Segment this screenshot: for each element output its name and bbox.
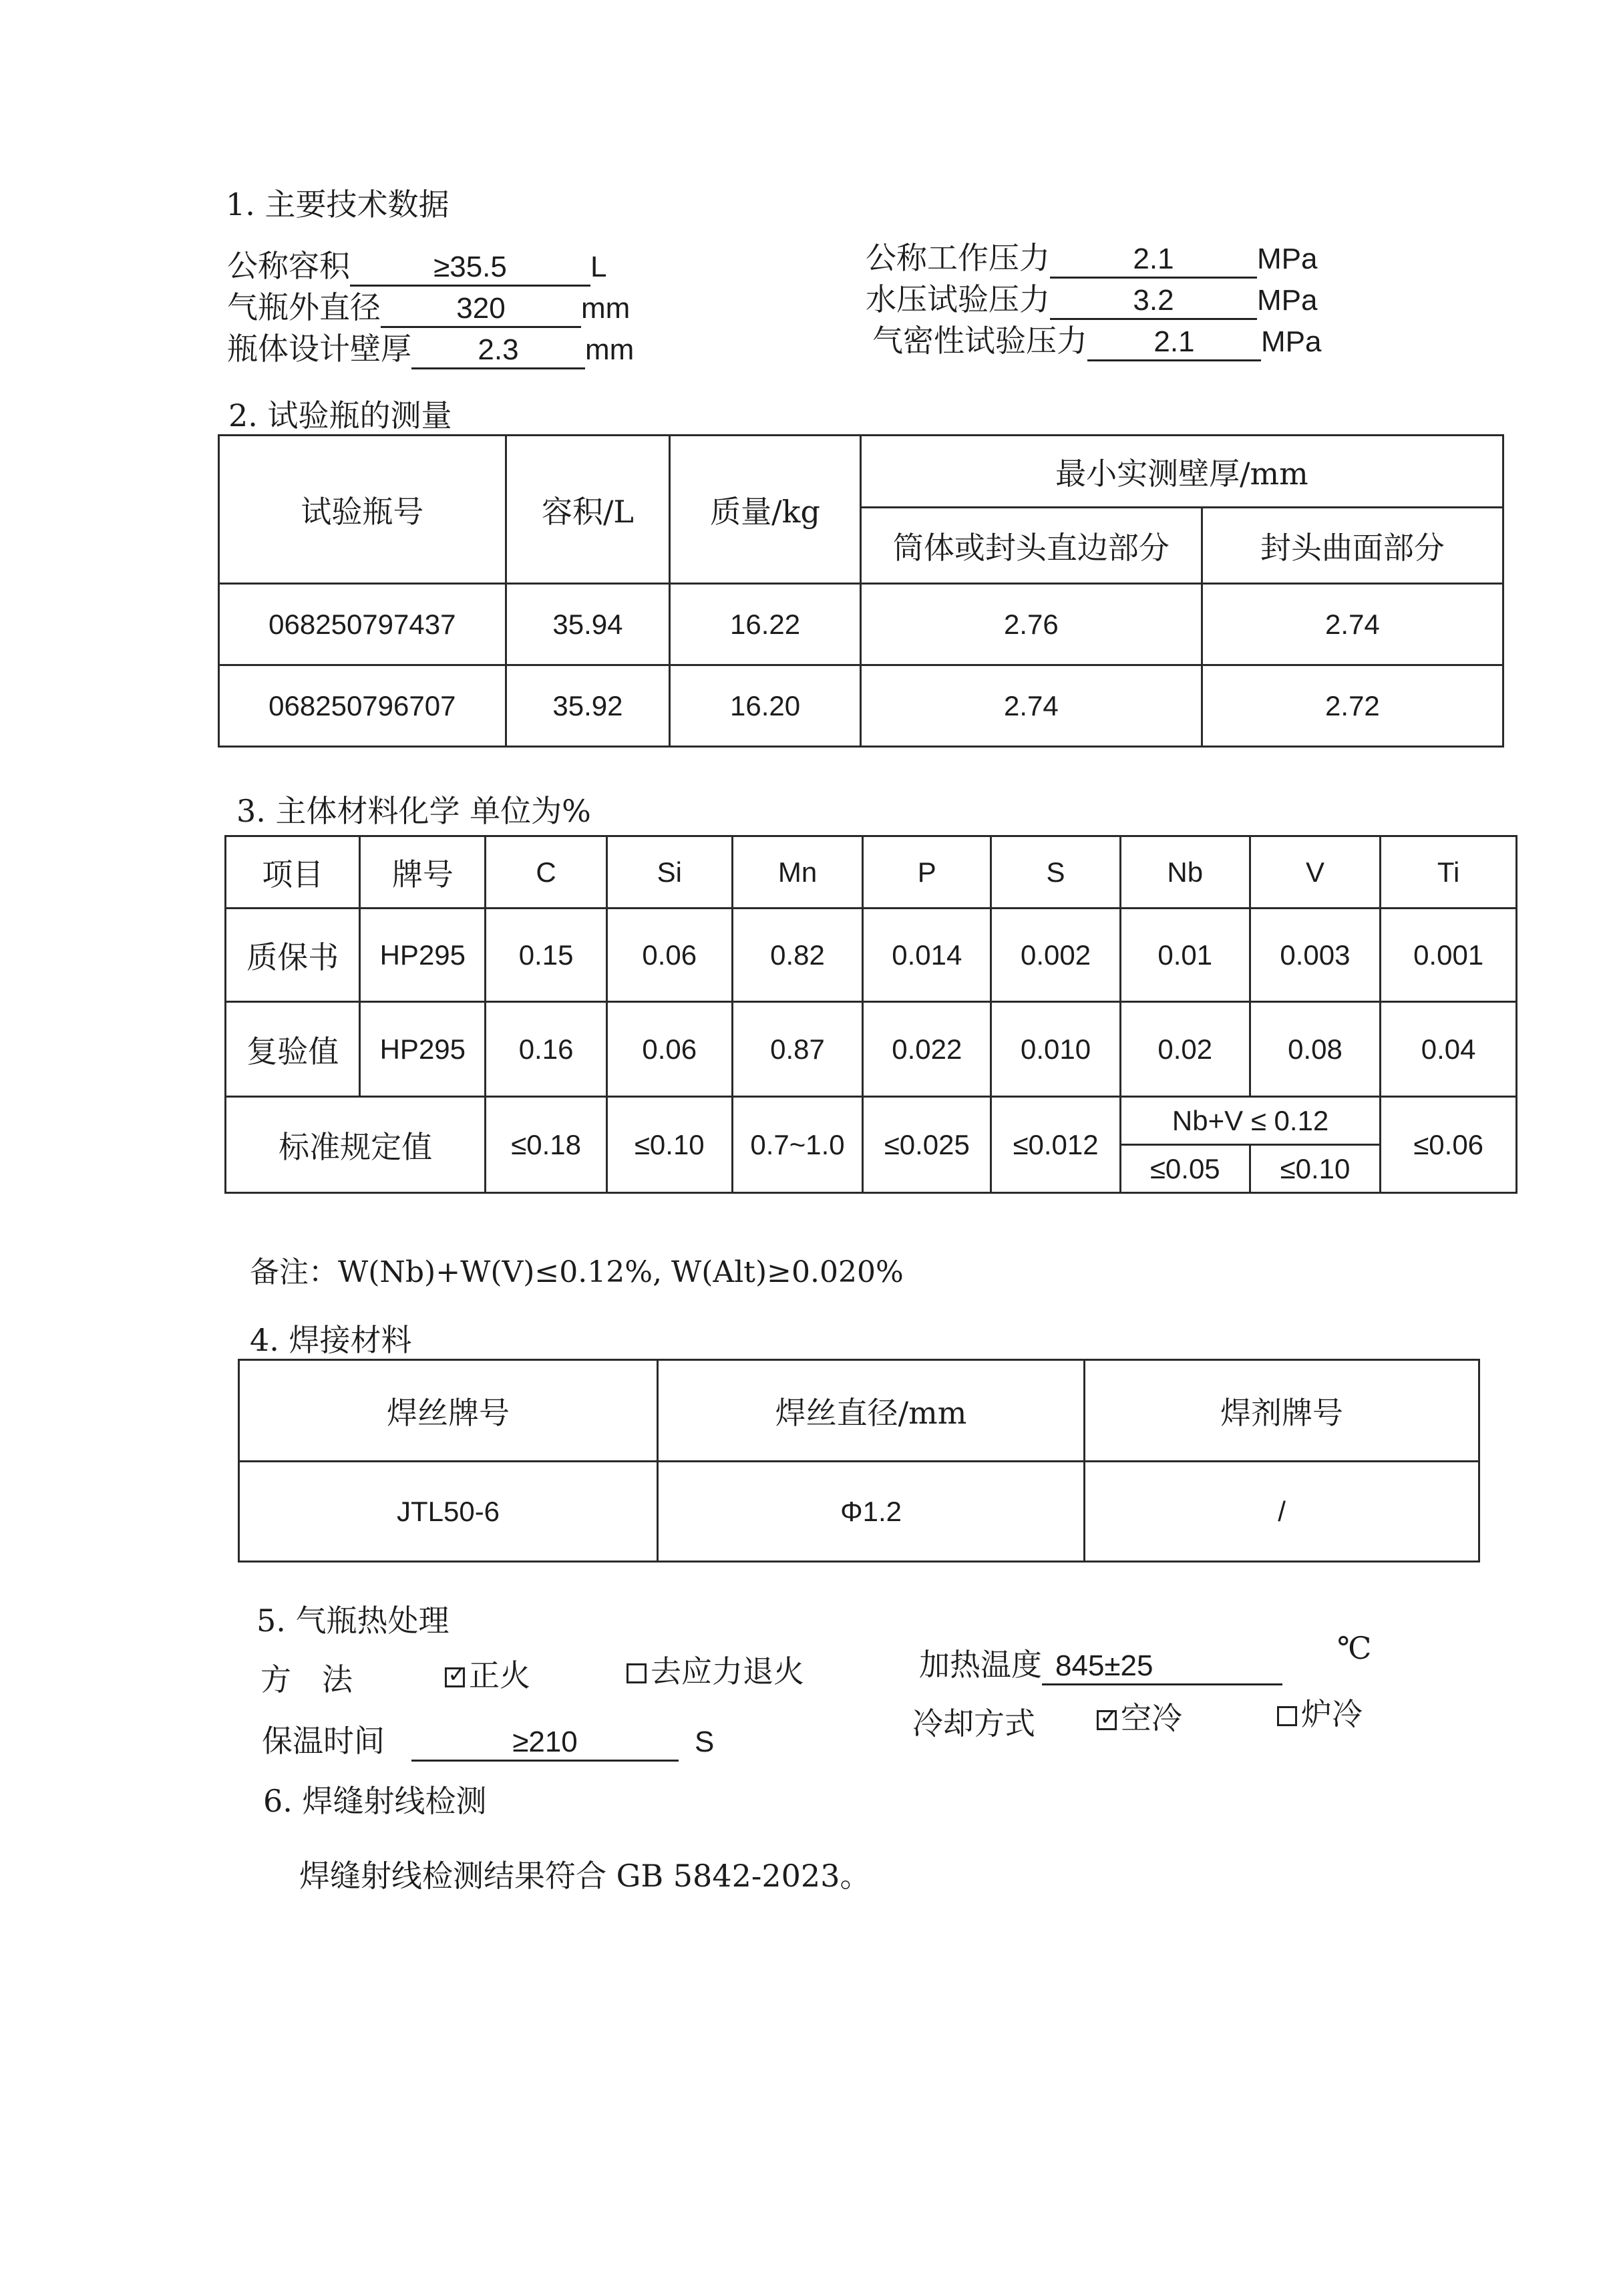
std-s: ≤0.012 xyxy=(991,1097,1121,1193)
section-2-heading: 2. 试验瓶的测量 xyxy=(228,397,452,434)
std-p: ≤0.025 xyxy=(863,1097,991,1193)
wire-diameter: Φ1.2 xyxy=(658,1462,1085,1562)
flux-grade: / xyxy=(1085,1462,1479,1562)
recheck-ti: 0.04 xyxy=(1381,1002,1517,1097)
design-wall-row xyxy=(227,325,634,369)
cert-ti: 0.001 xyxy=(1381,909,1517,1002)
leak-pressure-row xyxy=(872,317,1321,361)
chemistry-table xyxy=(224,835,1517,1194)
option-normalize[interactable] xyxy=(445,1651,530,1695)
design-wall-value: 2.3 xyxy=(411,333,585,369)
recheck-grade: HP295 xyxy=(360,1002,486,1097)
header-c: C xyxy=(486,836,607,909)
bottle-straight-wall: 2.74 xyxy=(860,665,1202,747)
recheck-mn: 0.87 xyxy=(732,1002,863,1097)
recheck-nb: 0.02 xyxy=(1120,1002,1250,1097)
table-row xyxy=(219,584,1503,665)
bottle-straight-wall: 2.76 xyxy=(860,584,1202,665)
table-row xyxy=(226,909,1517,1002)
header-wire-grade: 焊丝牌号 xyxy=(239,1360,658,1462)
option-furnace-cool[interactable] xyxy=(1277,1690,1363,1734)
outer-diameter-row xyxy=(227,283,630,328)
chemistry-note: 备注：W(Nb)+W(V)≤0.12%, W(Alt)≥0.020% xyxy=(250,1255,904,1289)
bottle-curved-wall: 2.72 xyxy=(1202,665,1503,747)
holding-time-value: ≥210 xyxy=(411,1725,679,1762)
bottle-mass: 16.22 xyxy=(670,584,861,665)
header-min-wall: 最小实测壁厚/mm xyxy=(860,436,1503,508)
header-mn: Mn xyxy=(732,836,863,909)
header-volume: 容积/L xyxy=(506,436,670,584)
cert-c: 0.15 xyxy=(486,909,607,1002)
nominal-volume-row xyxy=(227,242,606,287)
section-3-heading: 3. 主体材料化学 单位为% xyxy=(236,793,591,829)
header-mass: 质量/kg xyxy=(670,436,861,584)
heating-temp-label: 加热温度 xyxy=(919,1647,1042,1683)
option-furnace-cool-label: 炉冷 xyxy=(1301,1696,1363,1732)
nominal-volume-unit: L xyxy=(590,251,607,283)
bottle-volume: 35.92 xyxy=(506,665,670,747)
leak-pressure-unit: MPa xyxy=(1261,325,1322,358)
std-mn: 0.7~1.0 xyxy=(732,1097,863,1193)
header-flux-grade: 焊剂牌号 xyxy=(1085,1360,1479,1462)
working-pressure-value: 2.1 xyxy=(1050,242,1257,279)
working-pressure-unit: MPa xyxy=(1257,242,1318,275)
hydro-pressure-value: 3.2 xyxy=(1050,283,1257,320)
cooling-label: 冷却方式 xyxy=(912,1705,1035,1742)
leak-pressure-label: 气密性试验压力 xyxy=(872,323,1087,359)
cert-label: 质保书 xyxy=(226,909,360,1002)
option-air-cool-label: 空冷 xyxy=(1121,1700,1182,1736)
working-pressure-row xyxy=(866,234,1317,279)
cert-mn: 0.82 xyxy=(732,909,863,1002)
heating-temp-unit: ℃ xyxy=(1337,1630,1372,1666)
test-bottle-table xyxy=(218,434,1504,748)
recheck-label: 复验值 xyxy=(226,1002,360,1097)
welding-material-table xyxy=(238,1359,1480,1563)
header-nb: Nb xyxy=(1120,836,1250,909)
option-stress-relief-label: 去应力退火 xyxy=(651,1653,804,1689)
header-v: V xyxy=(1250,836,1381,909)
bottle-curved-wall: 2.74 xyxy=(1202,584,1503,665)
std-nb-plus-v: Nb+V ≤ 0.12 xyxy=(1120,1097,1380,1145)
holding-time-row xyxy=(262,1717,714,1762)
header-wire-diameter: 焊丝直径/mm xyxy=(658,1360,1085,1462)
section-1-heading: 1. 主要技术数据 xyxy=(226,186,450,222)
header-bottle-id: 试验瓶号 xyxy=(219,436,506,584)
std-ti: ≤0.06 xyxy=(1381,1097,1517,1193)
bottle-id: 068250796707 xyxy=(219,665,506,747)
nominal-volume-label: 公称容积 xyxy=(227,248,350,284)
table-row xyxy=(219,665,1503,747)
method-label: 方 法 xyxy=(260,1661,353,1697)
hydro-pressure-unit: MPa xyxy=(1257,284,1318,317)
recheck-v: 0.08 xyxy=(1250,1002,1381,1097)
std-v: ≤0.10 xyxy=(1250,1145,1381,1193)
checkbox-checked-icon[interactable] xyxy=(445,1667,465,1687)
section-5-heading: 5. 气瓶热处理 xyxy=(256,1603,450,1639)
std-label: 标准规定值 xyxy=(226,1097,486,1193)
std-si: ≤0.10 xyxy=(606,1097,732,1193)
wire-grade: JTL50-6 xyxy=(239,1462,658,1562)
header-si: Si xyxy=(606,836,732,909)
bottle-volume: 35.94 xyxy=(506,584,670,665)
section-6-heading: 6. 焊缝射线检测 xyxy=(263,1783,487,1819)
recheck-c: 0.16 xyxy=(486,1002,607,1097)
header-s: S xyxy=(991,836,1121,909)
hydro-pressure-label: 水压试验压力 xyxy=(866,281,1050,317)
design-wall-label: 瓶体设计壁厚 xyxy=(227,331,411,367)
bottle-mass: 16.20 xyxy=(670,665,861,747)
hydro-pressure-row xyxy=(866,275,1317,320)
heating-temp-value: 845±25 xyxy=(1042,1649,1282,1685)
header-grade: 牌号 xyxy=(360,836,486,909)
table-row xyxy=(226,1097,1517,1145)
std-c: ≤0.18 xyxy=(486,1097,607,1193)
holding-time-unit: S xyxy=(695,1726,715,1758)
table-row xyxy=(226,1002,1517,1097)
table-row xyxy=(239,1462,1479,1562)
cert-p: 0.014 xyxy=(863,909,991,1002)
checkbox-empty-icon[interactable] xyxy=(1277,1706,1297,1726)
cert-v: 0.003 xyxy=(1250,909,1381,1002)
cert-si: 0.06 xyxy=(606,909,732,1002)
section-4-heading: 4. 焊接材料 xyxy=(250,1322,412,1358)
bottle-id: 068250797437 xyxy=(219,584,506,665)
radiographic-result: 焊缝射线检测结果符合 GB 5842-2023。 xyxy=(299,1858,871,1894)
header-curved-part: 封头曲面部分 xyxy=(1202,508,1503,584)
header-straight-part: 筒体或封头直边部分 xyxy=(860,508,1202,584)
holding-time-label: 保温时间 xyxy=(262,1723,385,1759)
leak-pressure-value: 2.1 xyxy=(1087,325,1261,361)
heating-temp-row xyxy=(919,1641,1282,1685)
option-normalize-label: 正火 xyxy=(469,1657,530,1693)
option-air-cool[interactable] xyxy=(1097,1694,1182,1738)
outer-diameter-label: 气瓶外直径 xyxy=(227,289,381,325)
std-nb: ≤0.05 xyxy=(1120,1145,1250,1193)
checkbox-checked-icon[interactable] xyxy=(1097,1710,1117,1730)
cert-s: 0.002 xyxy=(991,909,1121,1002)
checkbox-empty-icon[interactable] xyxy=(627,1663,647,1683)
recheck-p: 0.022 xyxy=(863,1002,991,1097)
cert-nb: 0.01 xyxy=(1120,909,1250,1002)
option-stress-relief[interactable] xyxy=(627,1647,804,1691)
working-pressure-label: 公称工作压力 xyxy=(866,240,1050,276)
outer-diameter-unit: mm xyxy=(581,292,631,325)
cert-grade: HP295 xyxy=(360,909,486,1002)
design-wall-unit: mm xyxy=(585,333,635,366)
header-item: 项目 xyxy=(226,836,360,909)
header-p: P xyxy=(863,836,991,909)
header-ti: Ti xyxy=(1381,836,1517,909)
recheck-s: 0.010 xyxy=(991,1002,1121,1097)
outer-diameter-value: 320 xyxy=(381,291,581,328)
nominal-volume-value: ≥35.5 xyxy=(350,250,590,287)
recheck-si: 0.06 xyxy=(606,1002,732,1097)
